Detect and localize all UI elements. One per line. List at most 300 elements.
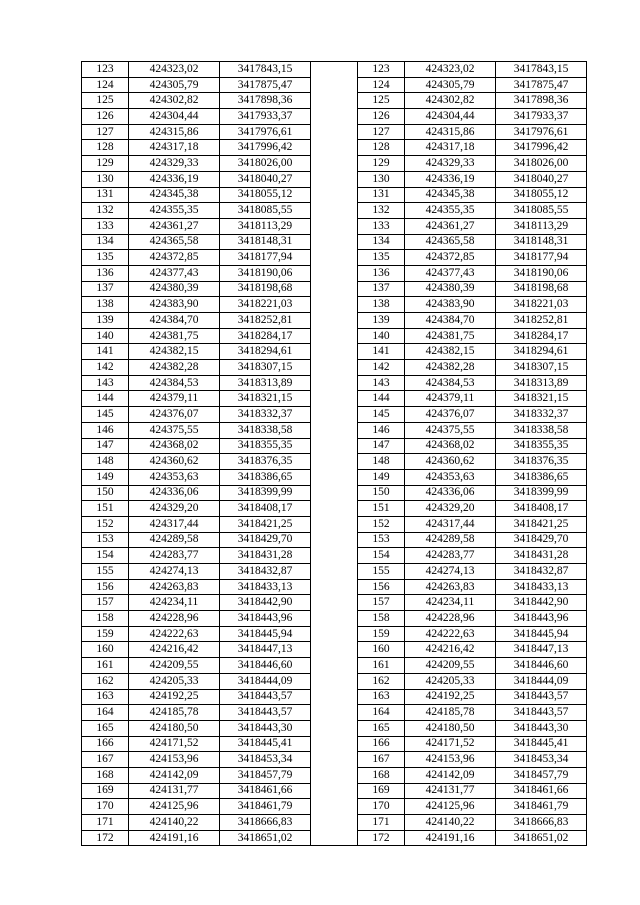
- right-x-coordinate: 424304,44: [405, 109, 496, 125]
- left-y-coordinate: 3418294,61: [220, 344, 311, 360]
- left-point-number: 140: [82, 328, 129, 344]
- column-gap: [311, 658, 358, 674]
- table-row: [82, 485, 587, 501]
- left-point-number: 162: [82, 673, 129, 689]
- column-gap: [311, 93, 358, 109]
- left-y-coordinate: 3418433,13: [220, 579, 311, 595]
- right-x-coordinate: 424383,90: [405, 297, 496, 313]
- right-x-coordinate: 424274,13: [405, 564, 496, 580]
- column-gap: [311, 469, 358, 485]
- table-row: [82, 673, 587, 689]
- left-x-coordinate: 424192,25: [129, 689, 220, 705]
- right-x-coordinate: 424379,11: [405, 391, 496, 407]
- right-y-coordinate: 3418294,61: [496, 344, 587, 360]
- left-y-coordinate: 3418446,60: [220, 658, 311, 674]
- column-gap: [311, 516, 358, 532]
- left-x-coordinate: 424383,90: [129, 297, 220, 313]
- right-y-coordinate: 3418651,02: [496, 830, 587, 846]
- right-x-coordinate: 424153,96: [405, 752, 496, 768]
- left-point-number: 158: [82, 611, 129, 627]
- left-x-coordinate: 424384,53: [129, 375, 220, 391]
- column-gap: [311, 626, 358, 642]
- right-y-coordinate: 3418442,90: [496, 595, 587, 611]
- column-gap: [311, 171, 358, 187]
- left-point-number: 147: [82, 438, 129, 454]
- left-point-number: 149: [82, 469, 129, 485]
- column-gap: [311, 642, 358, 658]
- right-x-coordinate: 424205,33: [405, 673, 496, 689]
- right-y-coordinate: 3418113,29: [496, 218, 587, 234]
- right-point-number: 145: [358, 407, 405, 423]
- right-y-coordinate: 3417996,42: [496, 140, 587, 156]
- left-point-number: 144: [82, 391, 129, 407]
- right-point-number: 146: [358, 422, 405, 438]
- right-point-number: 172: [358, 830, 405, 846]
- left-y-coordinate: 3418221,03: [220, 297, 311, 313]
- right-point-number: 130: [358, 171, 405, 187]
- right-y-coordinate: 3418453,34: [496, 752, 587, 768]
- right-y-coordinate: 3418433,13: [496, 579, 587, 595]
- left-x-coordinate: 424140,22: [129, 815, 220, 831]
- left-x-coordinate: 424171,52: [129, 736, 220, 752]
- left-y-coordinate: 3418461,79: [220, 799, 311, 815]
- table-row: [82, 297, 587, 313]
- right-point-number: 153: [358, 532, 405, 548]
- left-x-coordinate: 424185,78: [129, 705, 220, 721]
- right-y-coordinate: 3418461,66: [496, 783, 587, 799]
- right-y-coordinate: 3418085,55: [496, 203, 587, 219]
- column-gap: [311, 187, 358, 203]
- left-point-number: 151: [82, 501, 129, 517]
- left-y-coordinate: 3418177,94: [220, 250, 311, 266]
- left-point-number: 141: [82, 344, 129, 360]
- left-x-coordinate: 424131,77: [129, 783, 220, 799]
- left-point-number: 163: [82, 689, 129, 705]
- right-x-coordinate: 424216,42: [405, 642, 496, 658]
- left-point-number: 139: [82, 313, 129, 329]
- left-y-coordinate: 3418026,00: [220, 156, 311, 172]
- table-row: [82, 720, 587, 736]
- table-row: [82, 156, 587, 172]
- left-point-number: 166: [82, 736, 129, 752]
- right-x-coordinate: 424384,53: [405, 375, 496, 391]
- left-x-coordinate: 424205,33: [129, 673, 220, 689]
- table-row: [82, 799, 587, 815]
- right-y-coordinate: 3418221,03: [496, 297, 587, 313]
- left-y-coordinate: 3418355,35: [220, 438, 311, 454]
- left-x-coordinate: 424361,27: [129, 218, 220, 234]
- table-row: [82, 579, 587, 595]
- right-point-number: 148: [358, 454, 405, 470]
- right-x-coordinate: 424345,38: [405, 187, 496, 203]
- left-x-coordinate: 424376,07: [129, 407, 220, 423]
- right-point-number: 162: [358, 673, 405, 689]
- right-x-coordinate: 424283,77: [405, 548, 496, 564]
- right-y-coordinate: 3418355,35: [496, 438, 587, 454]
- left-x-coordinate: 424317,44: [129, 516, 220, 532]
- right-x-coordinate: 424361,27: [405, 218, 496, 234]
- table-row: [82, 265, 587, 281]
- left-point-number: 161: [82, 658, 129, 674]
- right-point-number: 164: [358, 705, 405, 721]
- right-point-number: 127: [358, 124, 405, 140]
- right-y-coordinate: 3418443,30: [496, 720, 587, 736]
- column-gap: [311, 485, 358, 501]
- left-point-number: 168: [82, 767, 129, 783]
- left-y-coordinate: 3418421,25: [220, 516, 311, 532]
- table-row: [82, 140, 587, 156]
- table-row: [82, 187, 587, 203]
- left-point-number: 128: [82, 140, 129, 156]
- column-gap: [311, 673, 358, 689]
- column-gap: [311, 532, 358, 548]
- left-x-coordinate: 424379,11: [129, 391, 220, 407]
- left-point-number: 165: [82, 720, 129, 736]
- left-x-coordinate: 424289,58: [129, 532, 220, 548]
- right-x-coordinate: 424142,09: [405, 767, 496, 783]
- left-y-coordinate: 3418429,70: [220, 532, 311, 548]
- left-x-coordinate: 424283,77: [129, 548, 220, 564]
- right-y-coordinate: 3418399,99: [496, 485, 587, 501]
- right-point-number: 163: [358, 689, 405, 705]
- column-gap: [311, 250, 358, 266]
- right-point-number: 139: [358, 313, 405, 329]
- column-gap: [311, 815, 358, 831]
- left-x-coordinate: 424368,02: [129, 438, 220, 454]
- right-y-coordinate: 3418313,89: [496, 375, 587, 391]
- column-gap: [311, 422, 358, 438]
- right-point-number: 158: [358, 611, 405, 627]
- left-point-number: 133: [82, 218, 129, 234]
- left-y-coordinate: 3418332,37: [220, 407, 311, 423]
- right-x-coordinate: 424222,63: [405, 626, 496, 642]
- left-point-number: 148: [82, 454, 129, 470]
- table-row: [82, 595, 587, 611]
- left-y-coordinate: 3418307,15: [220, 360, 311, 376]
- left-x-coordinate: 424228,96: [129, 611, 220, 627]
- right-point-number: 134: [358, 234, 405, 250]
- left-y-coordinate: 3418651,02: [220, 830, 311, 846]
- right-x-coordinate: 424317,18: [405, 140, 496, 156]
- table-row: [82, 454, 587, 470]
- left-x-coordinate: 424191,16: [129, 830, 220, 846]
- right-y-coordinate: 3417843,15: [496, 62, 587, 78]
- left-y-coordinate: 3418198,68: [220, 281, 311, 297]
- column-gap: [311, 767, 358, 783]
- left-y-coordinate: 3418443,57: [220, 689, 311, 705]
- right-y-coordinate: 3418446,60: [496, 658, 587, 674]
- right-y-coordinate: 3418447,13: [496, 642, 587, 658]
- left-y-coordinate: 3417898,36: [220, 93, 311, 109]
- left-y-coordinate: 3418443,57: [220, 705, 311, 721]
- left-x-coordinate: 424263,83: [129, 579, 220, 595]
- left-point-number: 155: [82, 564, 129, 580]
- left-y-coordinate: 3418447,13: [220, 642, 311, 658]
- column-gap: [311, 705, 358, 721]
- column-gap: [311, 830, 358, 846]
- right-x-coordinate: 424377,43: [405, 265, 496, 281]
- right-point-number: 136: [358, 265, 405, 281]
- right-point-number: 151: [358, 501, 405, 517]
- table-row: [82, 469, 587, 485]
- left-y-coordinate: 3418457,79: [220, 767, 311, 783]
- column-gap: [311, 156, 358, 172]
- column-gap: [311, 297, 358, 313]
- table-row: [82, 234, 587, 250]
- left-y-coordinate: 3417875,47: [220, 77, 311, 93]
- column-gap: [311, 564, 358, 580]
- right-x-coordinate: 424302,82: [405, 93, 496, 109]
- right-y-coordinate: 3418421,25: [496, 516, 587, 532]
- right-x-coordinate: 424376,07: [405, 407, 496, 423]
- left-point-number: 132: [82, 203, 129, 219]
- right-point-number: 135: [358, 250, 405, 266]
- column-gap: [311, 736, 358, 752]
- right-y-coordinate: 3418338,58: [496, 422, 587, 438]
- left-y-coordinate: 3418453,34: [220, 752, 311, 768]
- right-point-number: 159: [358, 626, 405, 642]
- right-point-number: 123: [358, 62, 405, 78]
- column-gap: [311, 720, 358, 736]
- right-x-coordinate: 424305,79: [405, 77, 496, 93]
- left-point-number: 127: [82, 124, 129, 140]
- left-y-coordinate: 3418313,89: [220, 375, 311, 391]
- right-point-number: 131: [358, 187, 405, 203]
- left-point-number: 143: [82, 375, 129, 391]
- right-y-coordinate: 3418376,35: [496, 454, 587, 470]
- right-y-coordinate: 3418461,79: [496, 799, 587, 815]
- right-x-coordinate: 424384,70: [405, 313, 496, 329]
- column-gap: [311, 501, 358, 517]
- right-x-coordinate: 424323,02: [405, 62, 496, 78]
- right-x-coordinate: 424355,35: [405, 203, 496, 219]
- left-y-coordinate: 3418321,15: [220, 391, 311, 407]
- right-y-coordinate: 3418429,70: [496, 532, 587, 548]
- left-point-number: 152: [82, 516, 129, 532]
- left-y-coordinate: 3418399,99: [220, 485, 311, 501]
- column-gap: [311, 313, 358, 329]
- left-x-coordinate: 424305,79: [129, 77, 220, 93]
- table-row: [82, 250, 587, 266]
- left-x-coordinate: 424315,86: [129, 124, 220, 140]
- right-x-coordinate: 424263,83: [405, 579, 496, 595]
- right-y-coordinate: 3418055,12: [496, 187, 587, 203]
- left-x-coordinate: 424153,96: [129, 752, 220, 768]
- right-point-number: 132: [358, 203, 405, 219]
- column-gap: [311, 438, 358, 454]
- column-gap: [311, 140, 358, 156]
- right-y-coordinate: 3418443,57: [496, 689, 587, 705]
- table-row: [82, 830, 587, 846]
- table-row: [82, 93, 587, 109]
- left-point-number: 157: [82, 595, 129, 611]
- left-x-coordinate: 424365,58: [129, 234, 220, 250]
- column-gap: [311, 783, 358, 799]
- left-y-coordinate: 3418432,87: [220, 564, 311, 580]
- right-x-coordinate: 424140,22: [405, 815, 496, 831]
- left-y-coordinate: 3418252,81: [220, 313, 311, 329]
- left-x-coordinate: 424345,38: [129, 187, 220, 203]
- right-x-coordinate: 424368,02: [405, 438, 496, 454]
- left-y-coordinate: 3418338,58: [220, 422, 311, 438]
- table-row: [82, 548, 587, 564]
- left-y-coordinate: 3417996,42: [220, 140, 311, 156]
- table-row: [82, 783, 587, 799]
- column-gap: [311, 62, 358, 78]
- left-point-number: 138: [82, 297, 129, 313]
- table-row: [82, 438, 587, 454]
- left-y-coordinate: 3418442,90: [220, 595, 311, 611]
- left-point-number: 123: [82, 62, 129, 78]
- right-point-number: 124: [358, 77, 405, 93]
- right-y-coordinate: 3418252,81: [496, 313, 587, 329]
- right-x-coordinate: 424234,11: [405, 595, 496, 611]
- right-point-number: 142: [358, 360, 405, 376]
- table-row: [82, 218, 587, 234]
- left-x-coordinate: 424180,50: [129, 720, 220, 736]
- right-y-coordinate: 3418432,87: [496, 564, 587, 580]
- left-x-coordinate: 424323,02: [129, 62, 220, 78]
- right-point-number: 143: [358, 375, 405, 391]
- right-y-coordinate: 3418321,15: [496, 391, 587, 407]
- right-x-coordinate: 424185,78: [405, 705, 496, 721]
- right-y-coordinate: 3417933,37: [496, 109, 587, 125]
- right-point-number: 170: [358, 799, 405, 815]
- left-x-coordinate: 424274,13: [129, 564, 220, 580]
- left-y-coordinate: 3418431,28: [220, 548, 311, 564]
- table-row: [82, 281, 587, 297]
- right-y-coordinate: 3417875,47: [496, 77, 587, 93]
- column-gap: [311, 109, 358, 125]
- right-point-number: 140: [358, 328, 405, 344]
- right-point-number: 128: [358, 140, 405, 156]
- left-point-number: 170: [82, 799, 129, 815]
- left-x-coordinate: 424360,62: [129, 454, 220, 470]
- left-point-number: 154: [82, 548, 129, 564]
- right-y-coordinate: 3418431,28: [496, 548, 587, 564]
- right-x-coordinate: 424131,77: [405, 783, 496, 799]
- right-x-coordinate: 424365,58: [405, 234, 496, 250]
- left-x-coordinate: 424317,18: [129, 140, 220, 156]
- right-point-number: 166: [358, 736, 405, 752]
- right-point-number: 141: [358, 344, 405, 360]
- left-x-coordinate: 424302,82: [129, 93, 220, 109]
- left-x-coordinate: 424234,11: [129, 595, 220, 611]
- right-x-coordinate: 424336,19: [405, 171, 496, 187]
- left-point-number: 142: [82, 360, 129, 376]
- right-y-coordinate: 3418177,94: [496, 250, 587, 266]
- right-x-coordinate: 424180,50: [405, 720, 496, 736]
- table-row: [82, 752, 587, 768]
- left-point-number: 169: [82, 783, 129, 799]
- right-x-coordinate: 424228,96: [405, 611, 496, 627]
- column-gap: [311, 124, 358, 140]
- right-y-coordinate: 3418457,79: [496, 767, 587, 783]
- table-row: [82, 344, 587, 360]
- left-y-coordinate: 3417933,37: [220, 109, 311, 125]
- right-point-number: 169: [358, 783, 405, 799]
- table-row: [82, 328, 587, 344]
- right-y-coordinate: 3418307,15: [496, 360, 587, 376]
- column-gap: [311, 611, 358, 627]
- right-x-coordinate: 424336,06: [405, 485, 496, 501]
- left-x-coordinate: 424382,15: [129, 344, 220, 360]
- left-x-coordinate: 424384,70: [129, 313, 220, 329]
- right-x-coordinate: 424382,28: [405, 360, 496, 376]
- column-gap: [311, 752, 358, 768]
- left-point-number: 150: [82, 485, 129, 501]
- right-point-number: 129: [358, 156, 405, 172]
- right-x-coordinate: 424315,86: [405, 124, 496, 140]
- right-y-coordinate: 3418444,09: [496, 673, 587, 689]
- left-point-number: 160: [82, 642, 129, 658]
- left-point-number: 137: [82, 281, 129, 297]
- left-x-coordinate: 424377,43: [129, 265, 220, 281]
- column-gap: [311, 328, 358, 344]
- table-row: [82, 642, 587, 658]
- left-point-number: 124: [82, 77, 129, 93]
- left-x-coordinate: 424372,85: [129, 250, 220, 266]
- left-y-coordinate: 3418113,29: [220, 218, 311, 234]
- right-x-coordinate: 424375,55: [405, 422, 496, 438]
- right-point-number: 133: [358, 218, 405, 234]
- right-x-coordinate: 424382,15: [405, 344, 496, 360]
- column-gap: [311, 360, 358, 376]
- right-point-number: 167: [358, 752, 405, 768]
- left-x-coordinate: 424125,96: [129, 799, 220, 815]
- left-y-coordinate: 3418085,55: [220, 203, 311, 219]
- table-row: [82, 611, 587, 627]
- left-x-coordinate: 424142,09: [129, 767, 220, 783]
- right-point-number: 147: [358, 438, 405, 454]
- right-y-coordinate: 3418332,37: [496, 407, 587, 423]
- left-point-number: 125: [82, 93, 129, 109]
- right-y-coordinate: 3418198,68: [496, 281, 587, 297]
- right-x-coordinate: 424171,52: [405, 736, 496, 752]
- table-row: [82, 422, 587, 438]
- left-point-number: 164: [82, 705, 129, 721]
- column-gap: [311, 391, 358, 407]
- right-point-number: 154: [358, 548, 405, 564]
- right-y-coordinate: 3418284,17: [496, 328, 587, 344]
- left-y-coordinate: 3418284,17: [220, 328, 311, 344]
- left-y-coordinate: 3418386,65: [220, 469, 311, 485]
- table-row: [82, 124, 587, 140]
- table-row: [82, 626, 587, 642]
- left-point-number: 135: [82, 250, 129, 266]
- right-point-number: 168: [358, 767, 405, 783]
- column-gap: [311, 77, 358, 93]
- right-point-number: 156: [358, 579, 405, 595]
- right-point-number: 149: [358, 469, 405, 485]
- right-y-coordinate: 3418443,57: [496, 705, 587, 721]
- left-x-coordinate: 424381,75: [129, 328, 220, 344]
- left-point-number: 156: [82, 579, 129, 595]
- left-y-coordinate: 3418666,83: [220, 815, 311, 831]
- right-point-number: 161: [358, 658, 405, 674]
- column-gap: [311, 799, 358, 815]
- left-x-coordinate: 424382,28: [129, 360, 220, 376]
- left-point-number: 159: [82, 626, 129, 642]
- right-x-coordinate: 424209,55: [405, 658, 496, 674]
- right-y-coordinate: 3418443,96: [496, 611, 587, 627]
- column-gap: [311, 203, 358, 219]
- right-y-coordinate: 3418666,83: [496, 815, 587, 831]
- left-point-number: 146: [82, 422, 129, 438]
- right-y-coordinate: 3418408,17: [496, 501, 587, 517]
- table-row: [82, 391, 587, 407]
- table-row: [82, 705, 587, 721]
